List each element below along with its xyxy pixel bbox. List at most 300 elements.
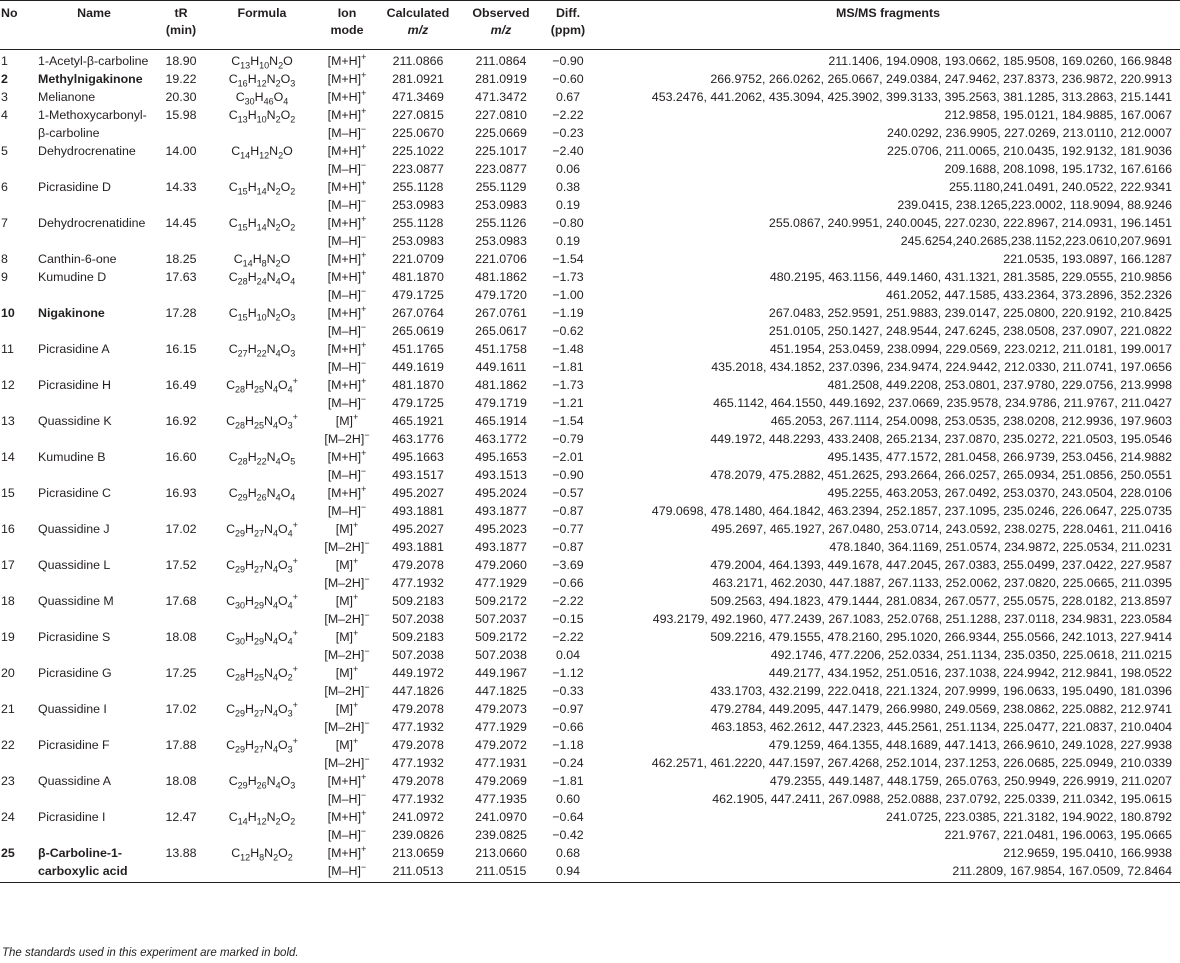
cell-name: Quassidine A (38, 774, 112, 788)
table-body (0, 50, 1180, 883)
cell-diff-ppm: −0.66 (552, 720, 584, 734)
cell-calculated-mz: 509.2183 (392, 594, 444, 608)
cell-observed-mz: 463.1772 (475, 432, 527, 446)
cell-observed-mz: 211.0864 (475, 54, 527, 68)
cell-ion-mode: [M–2H]− (324, 753, 370, 770)
cell-msms-fragments: 463.2171, 462.2030, 447.1887, 267.1133, 252.0062, 237.0820, 225.0665, 211.0395 (712, 576, 1172, 590)
cell-diff-ppm: 0.67 (555, 90, 581, 104)
cell-ion-mode: [M–2H]− (324, 537, 370, 554)
cell-msms-fragments: 480.2195, 463.1156, 449.1460, 431.1321, 281.3585, 229.0555, 210.9856 (769, 270, 1172, 284)
cell-msms-fragments: 449.1972, 448.2293, 433.2408, 265.2134, 237.0870, 235.0272, 221.0503, 195.0546 (710, 432, 1172, 446)
cell-calculated-mz: 241.0972 (392, 810, 444, 824)
table-row (0, 628, 1180, 646)
cell-diff-ppm: −1.81 (552, 774, 584, 788)
cell-observed-mz: 509.2172 (475, 630, 527, 644)
cell-ion-mode: [M+H]+ (327, 51, 367, 68)
cell-observed-mz: 211.0515 (475, 864, 527, 878)
cell-ion-mode: [M–H]− (327, 285, 367, 302)
cell-msms-fragments: 255.0867, 240.9951, 240.0045, 227.0230, 222.8967, 214.0931, 196.1451 (768, 216, 1172, 230)
cell-no: 2 (1, 72, 8, 86)
cell-msms-fragments: 479.2784, 449.2095, 447.1479, 266.9980, 249.0569, 238.0862, 225.0882, 212.9741 (710, 702, 1172, 716)
table-row (0, 448, 1180, 466)
cell-ion-mode: [M]+ (335, 735, 359, 752)
cell-formula: $C_{29}H_{27}N_4O_3^+$ (226, 555, 298, 575)
cell-diff-ppm: −1.54 (552, 414, 584, 428)
cell-diff-ppm: −1.48 (552, 342, 584, 356)
cell-ion-mode: [M+H]+ (327, 483, 367, 500)
cell-diff-ppm: −1.19 (552, 306, 584, 320)
cell-calculated-mz: 481.1870 (392, 378, 444, 392)
cell-calculated-mz: 221.0709 (392, 252, 444, 266)
cell-no: 13 (1, 414, 15, 428)
cell-calculated-mz: 449.1972 (392, 666, 444, 680)
cell-ion-mode: [M]+ (335, 411, 359, 428)
cell-msms-fragments: 479.1259, 464.1355, 448.1689, 447.1413, 266.9610, 249.1028, 227.9938 (768, 738, 1172, 752)
cell-diff-ppm: −1.73 (552, 378, 584, 392)
cell-calculated-mz: 479.2078 (392, 558, 444, 572)
cell-observed-mz: 509.2172 (475, 594, 527, 608)
cell-name: Nigakinone (38, 306, 105, 320)
cell-formula: $C_{13}H_{10}N_2O_2$ (228, 108, 296, 125)
cell-observed-mz: 465.1914 (475, 414, 527, 428)
cell-msms-fragments: 241.0725, 223.0385, 221.3182, 194.9022, 180.8792 (886, 810, 1172, 824)
cell-calculated-mz: 447.1826 (392, 684, 444, 698)
cell-msms-fragments: 493.2179, 492.1960, 477.2439, 267.1083, 252.0768, 251.1288, 237.0118, 234.9831, 223.0584 (652, 612, 1172, 626)
cell-msms-fragments: 492.1746, 477.2206, 252.0334, 251.1134, 235.0350, 225.0618, 211.0215 (770, 648, 1172, 662)
cell-observed-mz: 221.0706 (475, 252, 527, 266)
cell-diff-ppm: −0.90 (552, 54, 584, 68)
cell-observed-mz: 495.2024 (475, 486, 527, 500)
cell-no: 23 (1, 774, 15, 788)
cell-calculated-mz: 211.0866 (392, 54, 444, 68)
cell-retention-time: 17.02 (165, 522, 197, 536)
cell-retention-time: 17.63 (165, 270, 197, 284)
cell-formula: $C_{13}H_{10}N_2O$ (231, 54, 293, 71)
cell-ion-mode: [M–2H]− (324, 429, 370, 446)
cell-ion-mode: [M–2H]− (324, 645, 370, 662)
cell-ion-mode: [M+H]+ (327, 213, 367, 230)
cell-ion-mode: [M–H]− (327, 825, 367, 842)
table-row (0, 88, 1180, 106)
cell-calculated-mz: 267.0764 (392, 306, 444, 320)
cell-calculated-mz: 479.1725 (392, 396, 444, 410)
cell-formula: $C_{29}H_{27}N_4O_4^+$ (226, 519, 298, 539)
cell-msms-fragments: 509.2216, 479.1555, 478.2160, 295.1020, 266.9344, 255.0566, 242.1013, 227.9414 (710, 630, 1172, 644)
cell-calculated-mz: 223.0877 (392, 162, 444, 176)
cell-observed-mz: 507.2038 (475, 648, 527, 662)
cell-observed-mz: 481.1862 (475, 378, 527, 392)
cell-diff-ppm: −0.80 (552, 216, 584, 230)
cell-calculated-mz: 255.1128 (392, 180, 444, 194)
cell-msms-fragments: 509.2563, 494.1823, 479.1444, 281.0834, 267.0577, 255.0575, 228.0182, 213.8597 (710, 594, 1172, 608)
header-fragments: MS/MS fragments (836, 6, 940, 20)
cell-calculated-mz: 479.1725 (392, 288, 444, 302)
cell-retention-time: 18.08 (165, 630, 197, 644)
cell-diff-ppm: −0.60 (552, 72, 584, 86)
cell-diff-ppm: 0.04 (555, 648, 581, 662)
cell-observed-mz: 493.1513 (475, 468, 527, 482)
cell-msms-fragments: 465.2053, 267.1114, 254.0098, 253.0535, 238.0208, 212.9936, 197.9603 (770, 414, 1172, 428)
cell-msms-fragments: 251.0105, 250.1427, 248.9544, 247.6245, 238.0508, 237.0907, 221.0822 (768, 324, 1172, 338)
cell-ion-mode: [M+H]+ (327, 105, 367, 122)
cell-retention-time: 18.25 (165, 252, 197, 266)
cell-ion-mode: [M–H]− (327, 159, 367, 176)
cell-no: 15 (1, 486, 15, 500)
cell-calculated-mz: 495.1663 (392, 450, 444, 464)
cell-msms-fragments: 449.2177, 434.1952, 251.0516, 237.1038, 224.9942, 212.9841, 198.0522 (768, 666, 1172, 680)
cell-calculated-mz: 493.1517 (392, 468, 444, 482)
cell-observed-mz: 479.1720 (475, 288, 527, 302)
cell-ion-mode: [M–H]− (327, 393, 367, 410)
cell-ion-mode: [M]+ (335, 519, 359, 536)
cell-observed-mz: 507.2037 (475, 612, 527, 626)
table-row (0, 376, 1180, 394)
cell-observed-mz: 253.0983 (475, 234, 527, 248)
cell-diff-ppm: −0.87 (552, 540, 584, 554)
cell-name: Picrasidine C (38, 486, 111, 500)
cell-ion-mode: [M+H]+ (327, 249, 367, 266)
cell-observed-mz: 449.1611 (475, 360, 527, 374)
table-row (0, 178, 1180, 196)
cell-msms-fragments: 211.2809, 167.9854, 167.0509, 72.8464 (952, 864, 1172, 878)
cell-msms-fragments: 495.2255, 463.2053, 267.0492, 253.0370, 243.0504, 228.0106 (827, 486, 1172, 500)
cell-name: Kumudine B (38, 450, 106, 464)
cell-ion-mode: [M–H]− (327, 357, 367, 374)
cell-observed-mz: 255.1126 (475, 216, 527, 230)
cell-ion-mode: [M–2H]− (324, 681, 370, 698)
cell-diff-ppm: −1.00 (552, 288, 584, 302)
cell-diff-ppm: −0.66 (552, 576, 584, 590)
cell-observed-mz: 265.0617 (475, 324, 527, 338)
cell-calculated-mz: 479.2078 (392, 702, 444, 716)
header-diff: Diff. (ppm) (550, 6, 586, 37)
cell-calculated-mz: 493.1881 (392, 540, 444, 554)
cell-diff-ppm: −0.42 (552, 828, 584, 842)
cell-observed-mz: 449.1967 (475, 666, 527, 680)
cell-ion-mode: [M]+ (335, 663, 359, 680)
cell-msms-fragments: 478.2079, 475.2882, 451.2625, 293.2664, 266.0257, 265.0934, 251.0856, 250.0551 (710, 468, 1172, 482)
cell-ion-mode: [M+H]+ (327, 375, 367, 392)
cell-ion-mode: [M+H]+ (327, 447, 367, 464)
cell-observed-mz: 451.1758 (475, 342, 527, 356)
table-row (0, 520, 1180, 538)
cell-name: Picrasidine F (38, 738, 110, 752)
cell-no: 21 (1, 702, 15, 716)
cell-observed-mz: 495.1653 (475, 450, 527, 464)
cell-name: Picrasidine S (38, 630, 111, 644)
cell-msms-fragments: 239.0415, 238.1265,223.0002, 118.9094, 88.9246 (897, 198, 1172, 212)
cell-no: 24 (1, 810, 15, 824)
cell-formula: $C_{14}H_{12}N_2O$ (231, 144, 293, 161)
cell-msms-fragments: 465.1142, 464.1550, 449.1692, 237.0669, 235.9578, 234.9786, 211.9767, 211.0427 (713, 396, 1172, 410)
cell-observed-mz: 493.1877 (475, 504, 527, 518)
cell-diff-ppm: −2.22 (552, 108, 584, 122)
cell-name: Picrasidine I (38, 810, 106, 824)
cell-ion-mode: [M–H]− (327, 789, 367, 806)
footnote: The standards used in this experiment are marked in bold. (2, 947, 299, 959)
table-row (0, 484, 1180, 502)
cell-diff-ppm: −0.87 (552, 504, 584, 518)
cell-observed-mz: 447.1825 (475, 684, 527, 698)
table-row (0, 556, 1180, 574)
cell-calculated-mz: 479.2078 (392, 774, 444, 788)
cell-name: Quassidine M (38, 594, 114, 608)
cell-calculated-mz: 265.0619 (392, 324, 444, 338)
cell-msms-fragments: 463.1853, 462.2612, 447.2323, 445.2561, 251.1134, 225.0477, 221.0837, 210.0404 (711, 720, 1172, 734)
cell-ion-mode: [M–H]− (327, 123, 367, 140)
header-calculated: Calculated m/z (386, 6, 450, 37)
cell-msms-fragments: 212.9858, 195.0121, 184.9885, 167.0067 (944, 108, 1172, 122)
cell-observed-mz: 479.1719 (475, 396, 527, 410)
cell-calculated-mz: 465.1921 (392, 414, 444, 428)
cell-observed-mz: 239.0825 (475, 828, 527, 842)
cell-name: Picrasidine A (38, 342, 110, 356)
cell-name: Canthin-6-one (38, 252, 117, 266)
cell-retention-time: 17.02 (165, 702, 197, 716)
cell-ion-mode: [M+H]+ (327, 771, 367, 788)
cell-diff-ppm: −2.01 (552, 450, 584, 464)
cell-formula: $C_{28}H_{25}N_4O_3^+$ (226, 411, 298, 431)
cell-calculated-mz: 495.2027 (392, 522, 444, 536)
cell-msms-fragments: 479.0698, 478.1480, 464.1842, 463.2394, 252.1857, 237.1095, 235.0246, 226.0647, 225.0735 (651, 504, 1172, 518)
table-row (0, 664, 1180, 682)
cell-no: 19 (1, 630, 15, 644)
cell-observed-mz: 223.0877 (475, 162, 527, 176)
cell-no: 4 (1, 108, 8, 122)
cell-ion-mode: [M–2H]− (324, 609, 370, 626)
cell-diff-ppm: −2.40 (552, 144, 584, 158)
cell-observed-mz: 253.0983 (475, 198, 527, 212)
cell-msms-fragments: 221.0535, 193.0897, 166.1287 (1003, 252, 1172, 266)
cell-msms-fragments: 255.1180,241.0491, 240.0522, 222.9341 (948, 180, 1172, 194)
cell-no: 25 (1, 846, 15, 860)
cell-formula: $C_{14}H_8N_2O$ (233, 252, 291, 269)
cell-ion-mode: [M–H]− (327, 501, 367, 518)
cell-retention-time: 17.28 (165, 306, 197, 320)
cell-observed-mz: 267.0761 (475, 306, 527, 320)
cell-msms-fragments: 479.2355, 449.1487, 448.1759, 265.0763, 250.9949, 226.9919, 211.0207 (769, 774, 1172, 788)
cell-name: Picrasidine H (38, 378, 111, 392)
cell-no: 22 (1, 738, 15, 752)
cell-retention-time: 17.25 (165, 666, 197, 680)
cell-name: 1-Methoxycarbonyl-β-carboline (38, 108, 147, 140)
cell-ion-mode: [M+H]+ (327, 87, 367, 104)
cell-ion-mode: [M–H]− (327, 465, 367, 482)
cell-calculated-mz: 227.0815 (392, 108, 444, 122)
cell-diff-ppm: −0.23 (552, 126, 584, 140)
cell-diff-ppm: 0.38 (555, 180, 581, 194)
cell-msms-fragments: 267.0483, 252.9591, 251.9883, 239.0147, 225.0800, 220.9192, 210.8425 (768, 306, 1172, 320)
cell-msms-fragments: 209.1688, 208.1098, 195.1732, 167.6166 (944, 162, 1172, 176)
table-row (0, 844, 1180, 862)
cell-diff-ppm: 0.06 (555, 162, 581, 176)
cell-ion-mode: [M–H]− (327, 321, 367, 338)
cell-diff-ppm: −0.57 (552, 486, 584, 500)
cell-msms-fragments: 453.2476, 441.2062, 435.3094, 425.3902, 399.3133, 395.2563, 381.1285, 313.2863, 215.1441 (651, 90, 1172, 104)
cell-no: 17 (1, 558, 15, 572)
cell-retention-time: 15.98 (165, 108, 197, 122)
cell-retention-time: 17.52 (165, 558, 197, 572)
cell-msms-fragments: 245.6254,240.2685,238.1152,223.0610,207.9691 (900, 234, 1172, 248)
header-tr: tR (min) (165, 6, 197, 37)
cell-ion-mode: [M]+ (335, 555, 359, 572)
cell-msms-fragments: 435.2018, 434.1852, 237.0396, 234.9474, 224.9442, 212.0330, 211.0741, 197.0656 (711, 360, 1172, 374)
cell-formula: $C_{27}H_{22}N_4O_3$ (228, 342, 296, 359)
cell-retention-time: 16.93 (165, 486, 197, 500)
cell-observed-mz: 471.3472 (475, 90, 527, 104)
cell-no: 12 (1, 378, 15, 392)
cell-diff-ppm: −1.81 (552, 360, 584, 374)
cell-ion-mode: [M+H]+ (327, 177, 367, 194)
cell-ion-mode: [M]+ (335, 699, 359, 716)
cell-observed-mz: 479.2069 (475, 774, 527, 788)
cell-calculated-mz: 509.2183 (392, 630, 444, 644)
header-name: Name (77, 6, 111, 20)
cell-ion-mode: [M]+ (335, 591, 359, 608)
cell-retention-time: 17.68 (165, 594, 197, 608)
cell-no: 9 (1, 270, 8, 284)
cell-diff-ppm: −2.22 (552, 630, 584, 644)
cell-msms-fragments: 462.2571, 461.2220, 447.1597, 267.4268, 252.1014, 237.1253, 226.0685, 225.0949, 210.0339 (651, 756, 1172, 770)
cell-formula: $C_{29}H_{26}N_4O_4$ (228, 486, 296, 503)
cell-msms-fragments: 221.9767, 221.0481, 196.0063, 195.0665 (944, 828, 1172, 842)
cell-formula: $C_{16}H_{12}N_2O_3$ (228, 72, 296, 89)
cell-calculated-mz: 477.1932 (392, 576, 444, 590)
cell-ion-mode: [M+H]+ (327, 69, 367, 86)
cell-no: 20 (1, 666, 15, 680)
cell-calculated-mz: 477.1932 (392, 792, 444, 806)
cell-calculated-mz: 239.0826 (392, 828, 444, 842)
cell-retention-time: 14.45 (165, 216, 197, 230)
cell-ion-mode: [M+H]+ (327, 303, 367, 320)
cell-name: Quassidine I (38, 702, 107, 716)
cell-calculated-mz: 471.3469 (392, 90, 444, 104)
cell-formula: $C_{15}H_{14}N_2O_2$ (228, 180, 296, 197)
cell-retention-time: 19.22 (165, 72, 197, 86)
cell-ion-mode: [M+H]+ (327, 843, 367, 860)
cell-msms-fragments: 479.2004, 464.1393, 449.1678, 447.2045, 267.0383, 255.0499, 237.0422, 227.9587 (710, 558, 1172, 572)
cell-ion-mode: [M–H]− (327, 231, 367, 248)
cell-calculated-mz: 253.0983 (392, 234, 444, 248)
cell-formula: $C_{30}H_{29}N_4O_4^+$ (226, 627, 298, 647)
cell-observed-mz: 227.0810 (475, 108, 527, 122)
cell-formula: $C_{28}H_{25}N_4O_2^+$ (226, 663, 298, 683)
cell-name: Methylnigakinone (38, 72, 143, 86)
cell-observed-mz: 225.0669 (475, 126, 527, 140)
cell-no: 14 (1, 450, 15, 464)
cell-calculated-mz: 477.1932 (392, 720, 444, 734)
cell-calculated-mz: 225.0670 (392, 126, 444, 140)
table-row (0, 304, 1180, 322)
cell-no: 7 (1, 216, 8, 230)
cell-msms-fragments: 462.1905, 447.2411, 267.0988, 252.0888, 237.0792, 225.0339, 211.0342, 195.0615 (712, 792, 1172, 806)
cell-diff-ppm: −1.18 (552, 738, 584, 752)
cell-retention-time: 13.88 (165, 846, 197, 860)
cell-formula: $C_{28}H_{24}N_4O_4$ (228, 270, 296, 287)
cell-diff-ppm: −2.22 (552, 594, 584, 608)
cell-formula: $C_{29}H_{27}N_4O_3^+$ (226, 735, 298, 755)
cell-name: Dehydrocrenatine (38, 144, 136, 158)
cell-name: Picrasidine G (38, 666, 112, 680)
table-row (0, 106, 1180, 124)
cell-formula: $C_{14}H_{12}N_2O_2$ (228, 810, 296, 827)
cell-msms-fragments: 433.1703, 432.2199, 222.0418, 221.1324, 207.9999, 196.0633, 195.0490, 181.0396 (710, 684, 1172, 698)
cell-calculated-mz: 507.2038 (392, 648, 444, 662)
cell-msms-fragments: 225.0706, 211.0065, 210.0435, 192.9132, 181.9036 (886, 144, 1172, 158)
cell-retention-time: 20.30 (165, 90, 197, 104)
cell-ion-mode: [M+H]+ (327, 807, 367, 824)
cell-ion-mode: [M–2H]− (324, 717, 370, 734)
cell-diff-ppm: −0.62 (552, 324, 584, 338)
cell-calculated-mz: 507.2038 (392, 612, 444, 626)
cell-observed-mz: 281.0919 (475, 72, 527, 86)
cell-observed-mz: 495.2023 (475, 522, 527, 536)
cell-calculated-mz: 255.1128 (392, 216, 444, 230)
cell-calculated-mz: 281.0921 (392, 72, 444, 86)
cell-retention-time: 18.90 (165, 54, 197, 68)
cell-name: Quassidine K (38, 414, 112, 428)
cell-ion-mode: [M+H]+ (327, 141, 367, 158)
cell-retention-time: 18.08 (165, 774, 197, 788)
cell-name: Melianone (38, 90, 96, 104)
cell-calculated-mz: 463.1776 (392, 432, 444, 446)
cell-calculated-mz: 451.1765 (392, 342, 444, 356)
cell-no: 6 (1, 180, 8, 194)
cell-ion-mode: [M+H]+ (327, 339, 367, 356)
cell-observed-mz: 477.1931 (475, 756, 527, 770)
cell-calculated-mz: 211.0513 (392, 864, 444, 878)
cell-no: 11 (1, 342, 14, 356)
cell-no: 5 (1, 144, 8, 158)
cell-formula: $C_{28}H_{22}N_4O_5$ (228, 450, 296, 467)
cell-diff-ppm: −0.33 (552, 684, 584, 698)
cell-name: Kumudine D (38, 270, 107, 284)
cell-observed-mz: 477.1929 (475, 720, 527, 734)
cell-no: 10 (1, 306, 15, 320)
table-row (0, 412, 1180, 430)
cell-name: Dehydrocrenatidine (38, 216, 146, 230)
table-row (0, 142, 1180, 160)
cell-name: Quassidine J (38, 522, 110, 536)
cell-msms-fragments: 481.2508, 449.2208, 253.0801, 237.9780, 229.0756, 213.9998 (827, 378, 1172, 392)
cell-ion-mode: [M+H]+ (327, 267, 367, 284)
cell-retention-time: 17.88 (165, 738, 197, 752)
cell-name: 1-Acetyl-β-carboline (38, 54, 149, 68)
cell-msms-fragments: 266.9752, 266.0262, 265.0667, 249.0384, 247.9462, 237.8373, 236.9872, 220.9913 (710, 72, 1172, 86)
cell-retention-time: 16.49 (165, 378, 197, 392)
cell-retention-time: 16.60 (165, 450, 197, 464)
cell-diff-ppm: −1.54 (552, 252, 584, 266)
header-formula: Formula (237, 6, 287, 20)
cell-diff-ppm: −0.90 (552, 468, 584, 482)
cell-diff-ppm: −1.12 (552, 666, 584, 680)
cell-retention-time: 12.47 (165, 810, 197, 824)
table-row (0, 808, 1180, 826)
table-row (0, 736, 1180, 754)
cell-calculated-mz: 493.1881 (392, 504, 444, 518)
cell-calculated-mz: 449.1619 (392, 360, 444, 374)
table-row (0, 592, 1180, 610)
cell-ion-mode: [M]+ (335, 627, 359, 644)
table-row (0, 340, 1180, 358)
cell-observed-mz: 213.0660 (475, 846, 527, 860)
cell-retention-time: 14.33 (165, 180, 197, 194)
table-row (0, 772, 1180, 790)
cell-no: 18 (1, 594, 15, 608)
cell-formula: $C_{28}H_{25}N_4O_4^+$ (226, 375, 298, 395)
cell-diff-ppm: 0.68 (555, 846, 581, 860)
cell-name: Picrasidine D (38, 180, 111, 194)
